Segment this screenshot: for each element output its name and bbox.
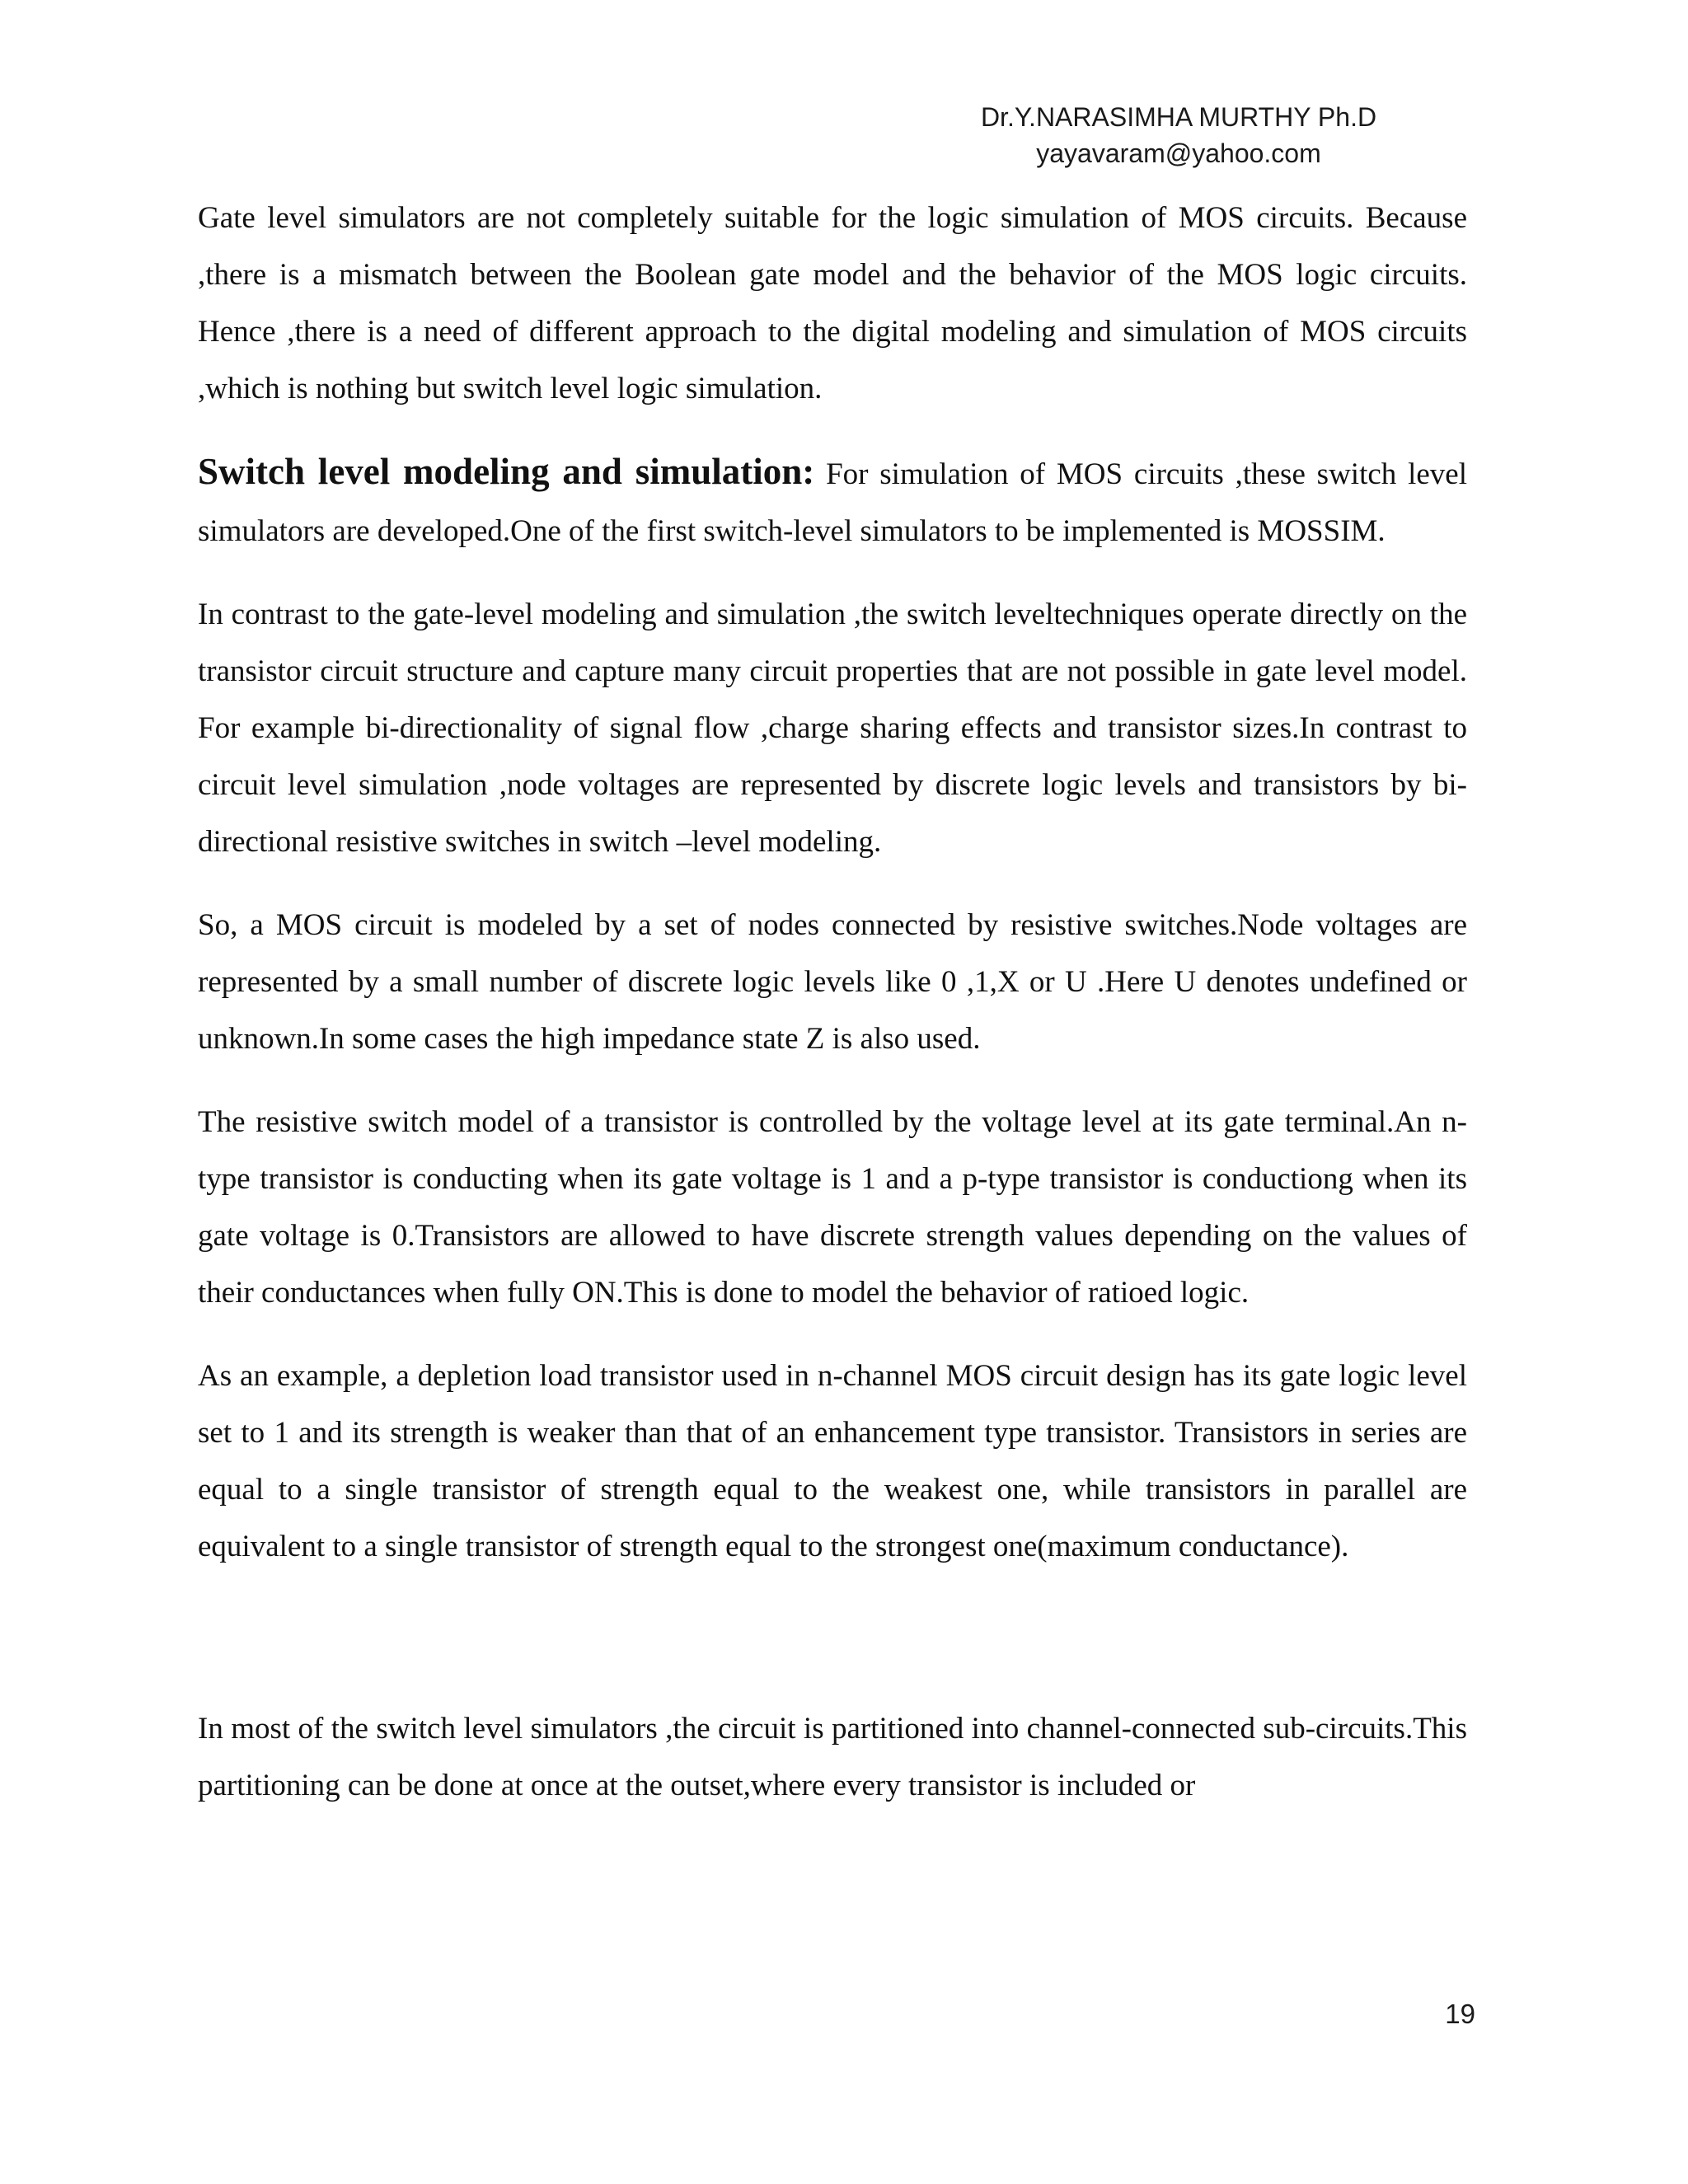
page-header xyxy=(948,99,1409,171)
paragraph-mos-model: So, a MOS circuit is modeled by a set of nodes connected by resistive switches.Node voltages are represented by a small number of discrete logic levels like 0 ,1,X or U .Here U denotes undefined or unknown.In some cases the high impedance state Z is also used. xyxy=(198,908,1467,1056)
paragraph-switch-level xyxy=(198,443,1467,560)
page-number: 19 xyxy=(1445,1999,1475,2029)
paragraph-switch-level-text: For simulation of MOS circuits ,these switch level simulators are developed.One of the first switch-level simulators to be implemented is MOSSIM. xyxy=(198,457,1467,548)
author-name: Dr.Y.NARASIMHA MURTHY Ph.D xyxy=(980,102,1377,132)
paragraph-depletion-example: As an example, a depletion load transistor used in n-channel MOS circuit design has its gate logic level set to 1 and its strength is weaker than that of an enhancement type transistor. Transistors in series are equal to a single transistor of strength equal to the weakest one, while transistors in parallel are equivalent to a single transistor of strength equal to the strongest one(maximum conductance). xyxy=(198,1359,1467,1563)
paragraph-partitioning: In most of the switch level simulators ,the circuit is partitioned into channel-connected sub-circuits.This partitioning can be done at once at the outset,where every transistor is included or xyxy=(198,1712,1467,1802)
section-heading: Switch level modeling and simulation: xyxy=(198,451,815,492)
paragraph-resistive-switch: The resistive switch model of a transistor is controlled by the voltage level at its gate terminal.An n-type transistor is conducting when its gate voltage is 1 and a p-type transistor is conductiong when its gate voltage is 0.Transistors are allowed to have discrete strength values depending on the values of their conductances when fully ON.This is done to model the behavior of ratioed logic. xyxy=(198,1105,1467,1310)
document-body xyxy=(198,190,1467,1840)
paragraph-contrast: In contrast to the gate-level modeling and simulation ,the switch leveltechniques operate directly on the transistor circuit structure and capture many circuit properties that are not possible in gate level model. For example bi-directionality of signal flow ,charge sharing effects and transistor sizes.In contrast to circuit level simulation ,node voltages are represented by discrete logic levels and transistors by bi-directional resistive switches in switch –level modeling. xyxy=(198,598,1467,859)
author-email: yayavaram@yahoo.com xyxy=(1036,138,1321,168)
spacer xyxy=(198,1601,1467,1700)
paragraph-intro: Gate level simulators are not completely suitable for the logic simulation of MOS circuits. Because ,there is a mismatch between the Boolean gate model and the behavior of the MOS logic circuits. Hence ,there is a need of different approach to the digital modeling and simulation of MOS circuits ,which is nothing but switch level logic simulation. xyxy=(198,201,1467,405)
